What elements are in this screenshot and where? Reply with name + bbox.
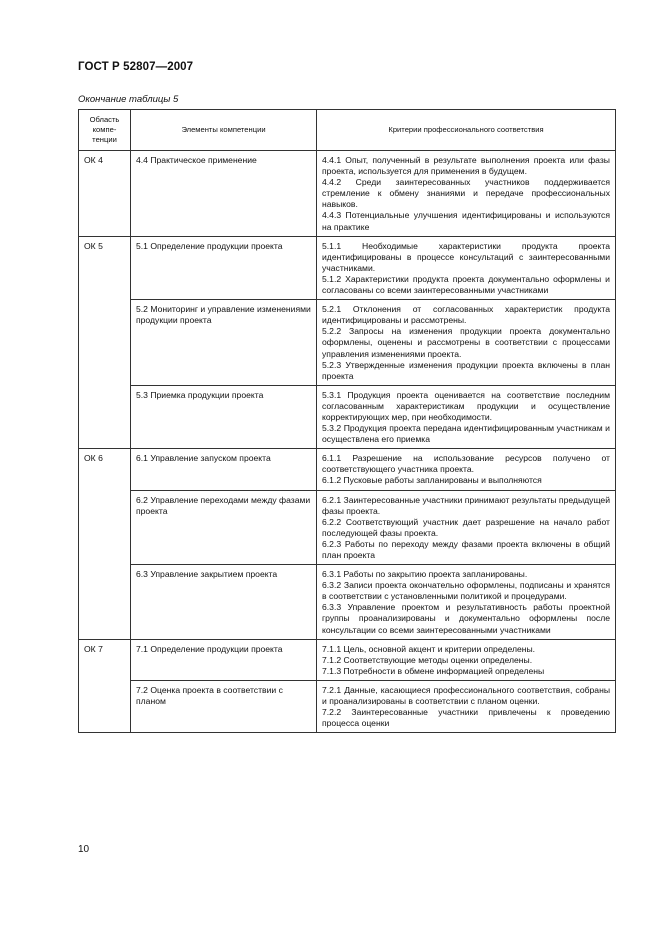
criterion-text: 5.1.1 Необходимые характеристики продукта проекта идентифицированы в процессе консультаций с заинтересованными участниками.	[322, 240, 610, 273]
criteria-cell	[317, 565, 616, 640]
criteria-cell	[317, 236, 616, 299]
competence-area-cell: ОК 7	[79, 639, 131, 733]
table-caption: Окончание таблицы 5	[78, 94, 179, 105]
criterion-text: 6.1.1 Разрешение на использование ресурсов получено от соответствующего участника проекта.	[322, 453, 610, 475]
criteria-cell	[317, 490, 616, 565]
table-row	[79, 565, 616, 640]
competence-element-cell: 5.3 Приемка продукции проекта	[131, 385, 317, 448]
criterion-text: 4.4.3 Потенциальные улучшения идентифицированы и используются на практике	[322, 210, 610, 232]
competence-table	[78, 109, 616, 733]
table-row	[79, 385, 616, 448]
criterion-text: 7.2.2 Заинтересованные участники привлечены к проведению процесса оценки	[322, 707, 610, 729]
criterion-text: 4.4.2 Среди заинтересованных участников поддерживается стремление к обмену знаниями и передаче профессиональных навыков.	[322, 177, 610, 210]
competence-element-cell: 7.1 Определение продукции проекта	[131, 639, 317, 680]
criterion-text: 6.3.3 Управление проектом и результативность работы проектной группы проанализированы и документально оформлены после консультации со всеми заинтересованными участниками	[322, 602, 610, 635]
criteria-cell	[317, 639, 616, 680]
criterion-text: 7.2.1 Данные, касающиеся профессионального соответствия, собраны и проанализированы в соответствии с планом оценки.	[322, 684, 610, 707]
criterion-text: 5.2.3 Утвержденные изменения продукции проекта включены в план проекта	[322, 359, 610, 381]
criterion-text: 6.3.2 Записи проекта окончательно оформлены, подписаны и хранятся в соответствии с установленными политикой и процедурами.	[322, 580, 610, 602]
criterion-text: 6.3.1 Работы по закрытию проекта запланированы.	[322, 569, 528, 580]
criteria-cell	[317, 449, 616, 490]
competence-area-cell: ОК 5	[79, 236, 131, 449]
competence-element-cell: 6.2 Управление переходами между фазами проекта	[131, 490, 317, 565]
page-number: 10	[78, 844, 90, 855]
criterion-text: 5.2.1 Отклонения от согласованных характеристик продукта идентифицированы и рассмотрены.	[322, 304, 610, 326]
document-title: ГОСТ Р 52807—2007	[78, 61, 194, 73]
competence-element-cell: 4.4 Практическое применение	[131, 151, 317, 237]
table-row	[79, 490, 616, 565]
competence-element-cell: 5.2 Мониторинг и управление изменениями продукции проекта	[131, 300, 317, 386]
table-row	[79, 639, 616, 680]
competence-area-cell: ОК 4	[79, 151, 131, 237]
criterion-text: 5.2.2 Запросы на изменения продукции проекта документально оформлены, оценены и рассмотрены в соответствии с процессами управления изменениями проекта.	[322, 326, 610, 359]
competence-element-cell: 6.1 Управление запуском проекта	[131, 449, 317, 490]
table-row	[79, 151, 616, 237]
competence-area-cell: ОК 6	[79, 449, 131, 639]
table-row	[79, 236, 616, 299]
column-header-elements: Элементы компетенции	[131, 110, 317, 151]
criterion-text: 5.1.2 Характеристики продукта проекта документально оформлены и согласованы со всеми заинтересованными участниками	[322, 273, 610, 296]
competence-element-cell: 6.3 Управление закрытием проекта	[131, 565, 317, 640]
column-header-criteria: Критерии профессионального соответствия	[317, 110, 616, 151]
competence-element-cell: 7.2 Оценка проекта в соответствии с планом	[131, 680, 317, 732]
criterion-text: 6.2.2 Соответствующий участник дает разрешение на начало работ последующей фазы проекта.	[322, 516, 610, 538]
table-header-row	[79, 110, 616, 151]
criterion-text: 6.1.2 Пусковые работы запланированы и выполняются	[322, 475, 542, 486]
criterion-text: 6.2.3 Работы по переходу между фазами проекта включены в общий план проекта	[322, 538, 610, 560]
criteria-cell	[317, 151, 616, 237]
criteria-cell	[317, 680, 616, 732]
criterion-text: 7.1.2 Соответствующие методы оценки определены.	[322, 654, 533, 665]
criteria-cell	[317, 385, 616, 448]
criterion-text: 7.1.1 Цель, основной акцент и критерии определены.	[322, 643, 536, 654]
table-row	[79, 449, 616, 490]
criterion-text: 4.4.1 Опыт, полученный в результате выполнения проекта или фазы проекта, используется для применения в будущем.	[322, 155, 610, 177]
table-row	[79, 300, 616, 386]
criterion-text: 5.3.1 Продукция проекта оценивается на соответствие последним согласованным характеристикам продукции и осуществление корректирующих мер, при необходимости.	[322, 389, 610, 422]
competence-element-cell: 5.1 Определение продукции проекта	[131, 236, 317, 299]
criteria-cell	[317, 300, 616, 386]
criterion-text: 6.2.1 Заинтересованные участники принимают результаты предыдущей фазы проекта.	[322, 494, 610, 516]
criterion-text: 7.1.3 Потребности в обмене информацией определены	[322, 665, 545, 676]
table-row	[79, 680, 616, 732]
column-header-area: Область компе-тенции	[79, 110, 131, 151]
criterion-text: 5.3.2 Продукция проекта передана идентифицированным участникам и осуществлена его приемка	[322, 423, 610, 445]
